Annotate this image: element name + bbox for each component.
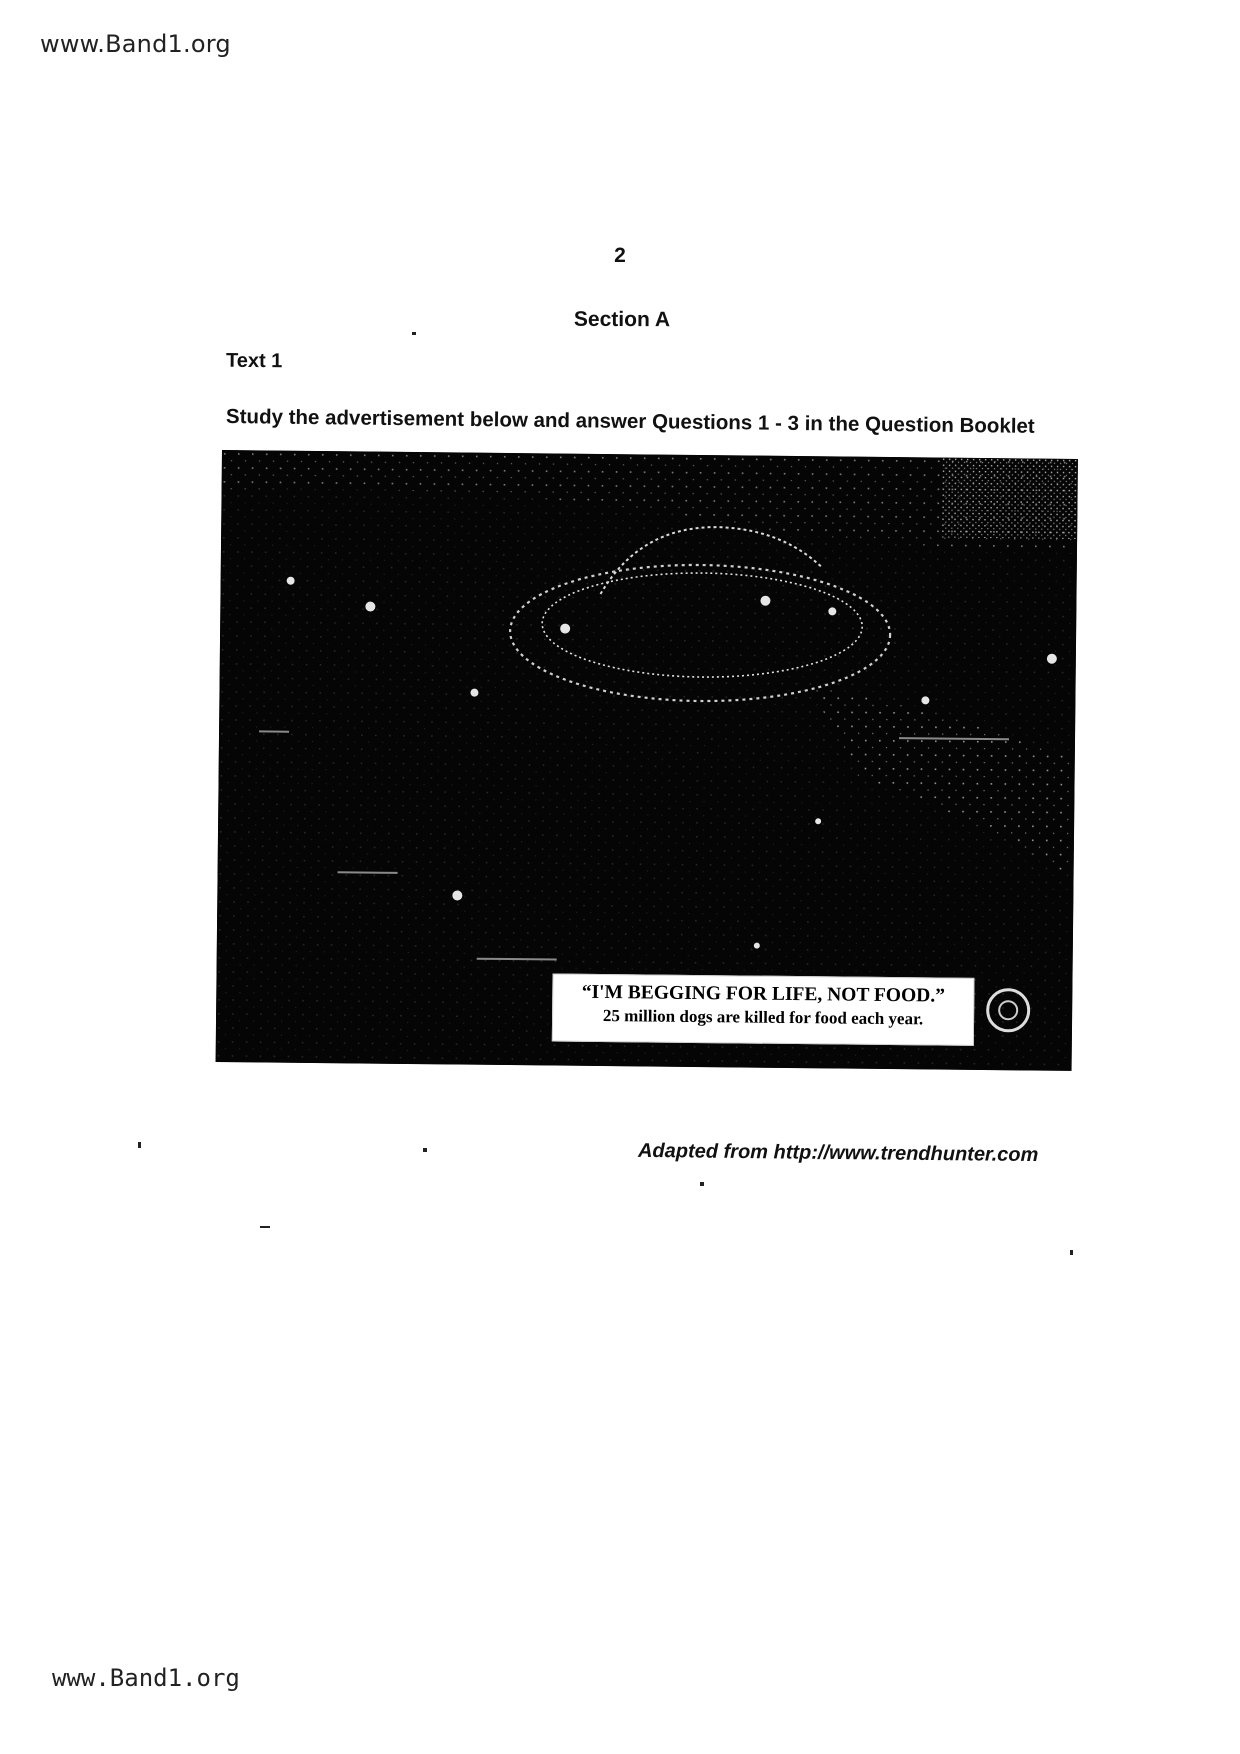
- instruction-text: Study the advertisement below and answer Questions 1 - 3 in the Question Booklet: [225, 405, 1035, 438]
- scan-speck: [700, 1182, 704, 1186]
- watermark-bottom: www.Band1.org: [52, 1664, 240, 1692]
- scan-speck: [260, 1226, 270, 1228]
- scan-speck: [412, 332, 416, 335]
- scan-speck: [1070, 1250, 1073, 1255]
- scan-speck: [423, 1148, 427, 1152]
- source-credit: Adapted from http://www.trendhunter.com: [637, 1139, 1039, 1167]
- watermark-top: www.Band1.org: [40, 30, 231, 58]
- text-label: Text 1: [225, 349, 283, 373]
- organization-logo-icon: [986, 988, 1030, 1032]
- advertisement-image: [216, 450, 1078, 1071]
- scan-speck: [138, 1142, 141, 1148]
- page-number: 2: [614, 244, 626, 267]
- advert-headline: “I'M BEGGING FOR LIFE, NOT FOOD.”: [581, 981, 945, 1007]
- section-title: Section A: [573, 307, 671, 332]
- advert-subline: 25 million dogs are killed for food each year.: [602, 1006, 924, 1029]
- advert-caption: [552, 973, 975, 1045]
